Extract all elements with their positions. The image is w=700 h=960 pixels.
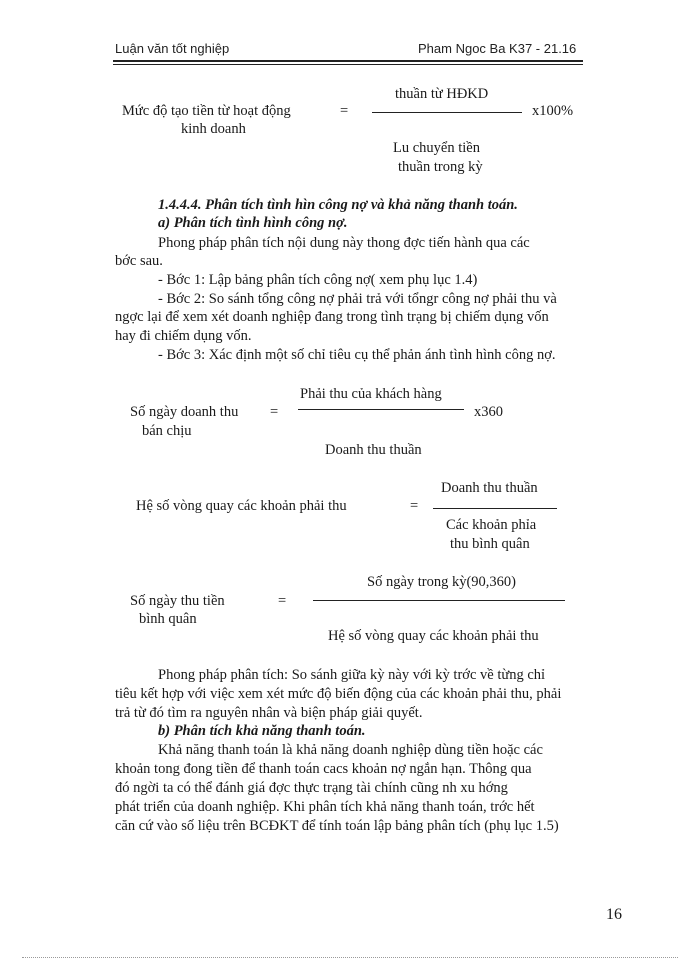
formula4-fraction-bar — [313, 600, 565, 601]
header-right: Pham Ngoc Ba K37 - 21.16 — [418, 41, 577, 56]
formula2-denominator: Doanh thu thuần — [325, 442, 422, 458]
formula1-label-line1: Mức độ tạo tiền từ hoạt động — [122, 103, 291, 119]
para1-line2: bớc sau. — [115, 253, 163, 269]
para2-line2: tiêu kết hợp với việc xem xét mức độ biến động của các khoản phải thu, phải — [115, 686, 562, 702]
formula3-label: Hệ số vòng quay các khoản phải thu — [136, 498, 347, 514]
formula3-fraction-bar — [433, 508, 557, 509]
para2-line3: trả từ đó tìm ra nguyên nhân và biện pháp giải quyết. — [115, 705, 423, 721]
step3-text: - Bớc 3: Xác định một số chỉ tiêu cụ thể phản ánh tình hình công nợ. — [158, 347, 556, 363]
subsection-a-title: a) Phân tích tình hình công nợ. — [158, 215, 348, 231]
para3-line5: căn cứ vào số liệu trên BCĐKT để tính toán lập bảng phân tích (phụ lục 1.5) — [115, 818, 559, 834]
header-left: Luận văn tốt nghiệp — [115, 41, 230, 56]
formula2-equals: = — [270, 404, 279, 420]
formula4-label-line2: bình quân — [139, 611, 197, 627]
footer-dotted-rule — [22, 957, 678, 958]
para2-line1: Phong pháp phân tích: So sánh giữa kỳ này với kỳ trớc về từng chỉ — [158, 667, 546, 683]
formula2-multiplier: x360 — [474, 404, 503, 420]
step2-line3: hay đi chiếm dụng vốn. — [115, 328, 252, 344]
step2-line1: - Bớc 2: So sánh tổng công nợ phải trả với tổngr công nợ phải thu và — [158, 291, 557, 307]
formula3-equals: = — [410, 498, 419, 514]
formula4-denominator: Hệ số vòng quay các khoản phải thu — [328, 628, 539, 644]
para1-line1: Phong pháp phân tích nội dung này thong đợc tiến hành qua các — [158, 235, 530, 251]
formula4-label-line1: Số ngày thu tiền — [130, 593, 225, 609]
formula4-equals: = — [278, 593, 287, 609]
formula1-numerator: thuần từ HĐKD — [395, 86, 489, 102]
subsection-b-title: b) Phân tích khả năng thanh toán. — [158, 723, 366, 739]
formula1-denominator-line1: Lu chuyển tiền — [393, 140, 480, 156]
para3-line3: đó ngời ta có thể đánh giá đợc thực trạng tài chính cũng nh xu hớng — [115, 780, 508, 796]
formula3-denominator-line2: thu bình quân — [450, 536, 530, 552]
formula1-equals: = — [340, 103, 349, 119]
formula1-label-line2: kinh doanh — [181, 121, 246, 137]
step1-text: - Bớc 1: Lập bảng phân tích công nợ( xem phụ lục 1.4) — [158, 272, 478, 288]
formula1-multiplier: x100% — [532, 103, 574, 119]
step2-line2: ngợc lại để xem xét doanh nghiệp đang trong tình trạng bị chiếm dụng vốn — [115, 309, 549, 325]
header-rule-thick — [113, 60, 583, 62]
formula1-denominator-line2: thuần trong kỳ — [398, 159, 483, 175]
section-title: 1.4.4.4. Phân tích tình hìn công nợ và khả năng thanh toán. — [158, 197, 518, 213]
header-rule-thin — [113, 64, 583, 65]
para3-line1: Khả năng thanh toán là khả năng doanh nghiệp dùng tiền hoặc các — [158, 742, 543, 758]
para3-line2: khoản tong đong tiền để thanh toán cacs khoản nợ ngắn hạn. Thông qua — [115, 761, 532, 777]
formula3-denominator-line1: Các khoản phỉa — [446, 517, 537, 533]
para3-line4: phát triển của doanh nghiệp. Khi phân tích khả năng thanh toán, trớc hết — [115, 799, 535, 815]
formula3-numerator: Doanh thu thuần — [441, 480, 538, 496]
page-number: 16 — [606, 906, 622, 923]
formula2-numerator: Phải thu của khách hàng — [300, 386, 442, 402]
formula4-numerator: Số ngày trong kỳ(90,360) — [367, 574, 517, 590]
formula2-label-line2: bán chịu — [142, 423, 192, 439]
formula2-fraction-bar — [298, 409, 464, 410]
formula2-label-line1: Số ngày doanh thu — [130, 404, 239, 420]
formula1-fraction-bar — [372, 112, 522, 113]
